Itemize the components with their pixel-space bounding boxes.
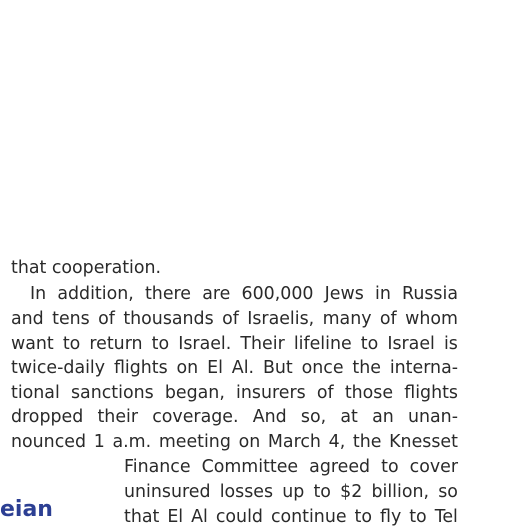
word: insurers — [236, 383, 306, 403]
word: fly — [380, 507, 402, 527]
word: lifeline — [293, 334, 352, 354]
paragraph-line — [124, 505, 458, 530]
paragraph-line — [11, 356, 458, 381]
word: coverage. — [152, 407, 239, 427]
word: so — [438, 482, 458, 502]
word: Their — [240, 334, 285, 354]
word: to — [360, 334, 379, 354]
paragraph-line: that cooperation. — [11, 258, 162, 278]
paragraph-line — [30, 282, 458, 307]
word: addition, — [57, 284, 134, 304]
word: the — [352, 432, 382, 452]
word: losses — [219, 482, 274, 502]
word: March — [267, 432, 321, 452]
word: uninsured — [124, 482, 211, 502]
word: many — [322, 309, 372, 329]
word: Finance — [124, 457, 191, 477]
word: to — [409, 507, 427, 527]
word: so, — [300, 407, 327, 427]
word: thousands — [123, 309, 214, 329]
word: on — [238, 432, 261, 452]
word: 4, — [328, 432, 346, 452]
word: want — [11, 334, 54, 354]
word: whom — [405, 309, 458, 329]
sidebar-cutoff-word: eian — [0, 497, 53, 522]
word: the — [352, 358, 381, 378]
word: sanctions — [71, 383, 154, 403]
word: Israel — [387, 334, 435, 354]
word: up — [282, 482, 305, 502]
word: of — [316, 383, 334, 403]
word: Israel. — [178, 334, 232, 354]
word: Knesset — [389, 432, 458, 452]
word: billion, — [371, 482, 430, 502]
word: to — [62, 334, 81, 354]
word: Tel — [434, 507, 458, 527]
word: return — [89, 334, 143, 354]
paragraph-line — [124, 480, 458, 505]
paragraph-line — [11, 405, 458, 430]
word: is — [443, 334, 458, 354]
word: dropped — [11, 407, 84, 427]
word: Al — [191, 507, 208, 527]
word: El — [207, 358, 223, 378]
paragraph-line — [11, 307, 458, 332]
word: of — [222, 309, 239, 329]
word: nounced — [11, 432, 87, 452]
word: to — [151, 334, 170, 354]
word: 600,000 — [241, 284, 314, 304]
word: cover — [409, 457, 458, 477]
word: in — [374, 284, 391, 304]
word: tional — [11, 383, 60, 403]
word: of — [379, 309, 397, 329]
paragraph-line — [124, 455, 458, 480]
word: El — [167, 507, 184, 527]
word: interna- — [389, 358, 458, 378]
paragraph-line — [11, 332, 458, 357]
word: and — [11, 309, 44, 329]
word: to — [313, 482, 331, 502]
word: meeting — [158, 432, 231, 452]
word: of — [98, 309, 115, 329]
word: twice-daily — [11, 358, 106, 378]
paragraph-line — [11, 381, 458, 406]
word: Israelis, — [247, 309, 315, 329]
word: flights — [404, 383, 458, 403]
word: to — [354, 507, 373, 527]
word: $2 — [340, 482, 363, 502]
word: an — [372, 407, 394, 427]
word: flights — [113, 358, 168, 378]
word: continue — [270, 507, 347, 527]
word: could — [215, 507, 263, 527]
word: Jews — [324, 284, 364, 304]
word: unan- — [407, 407, 458, 427]
word: Committee — [201, 457, 299, 477]
word: And — [252, 407, 287, 427]
word: at — [340, 407, 358, 427]
word: began, — [164, 383, 225, 403]
word: But — [262, 358, 293, 378]
word: In — [30, 284, 47, 304]
word: agreed — [309, 457, 371, 477]
word: their — [97, 407, 139, 427]
word: to — [381, 457, 399, 477]
word: that — [124, 507, 160, 527]
word: once — [301, 358, 344, 378]
word: 1 — [93, 432, 105, 452]
word: a.m. — [112, 432, 152, 452]
paragraph-line — [11, 430, 458, 455]
word: tens — [52, 309, 90, 329]
word: are — [202, 284, 231, 304]
word: there — [144, 284, 191, 304]
word: Russia — [402, 284, 458, 304]
word: those — [344, 383, 394, 403]
word: Al. — [231, 358, 255, 378]
word: on — [176, 358, 199, 378]
